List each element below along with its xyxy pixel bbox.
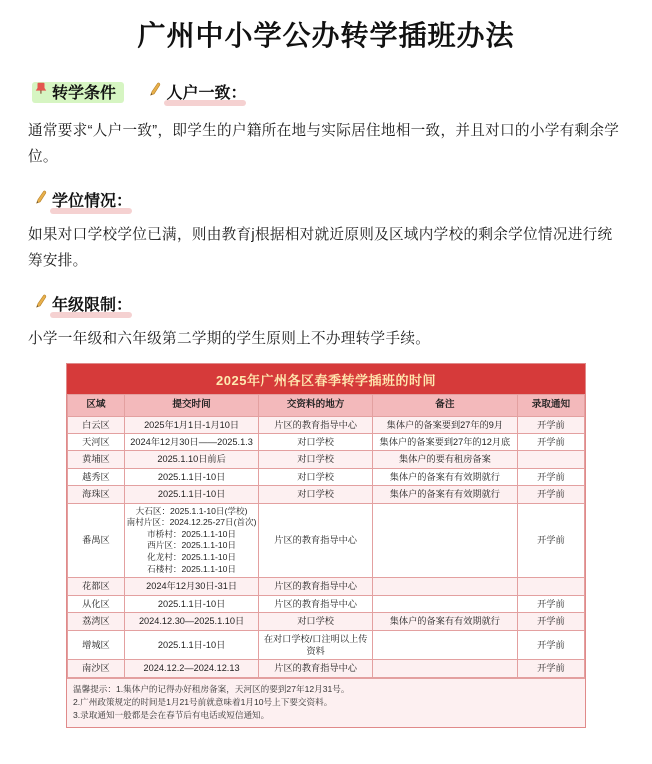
- cell-note: [373, 595, 518, 612]
- cell-area: 花都区: [68, 578, 125, 595]
- cell-area: 天河区: [68, 434, 125, 451]
- cell-area: 番禺区: [68, 503, 125, 578]
- cell-result: 开学前: [517, 468, 584, 485]
- table-row: [68, 630, 585, 660]
- cell-place: 对口学校: [259, 468, 373, 485]
- cell-area: 白云区: [68, 416, 125, 433]
- subheading-nianjixianzhi: [34, 292, 132, 315]
- table-row: [68, 434, 585, 451]
- cell-time: 2024.12.2—2024.12.13: [124, 660, 258, 677]
- table-row: [68, 578, 585, 595]
- schedule-table: [67, 394, 585, 678]
- cell-result: 开学前: [517, 503, 584, 578]
- cell-note: [373, 630, 518, 660]
- cell-note: 集体户的备案有有效期就行: [373, 613, 518, 630]
- cell-note: [373, 660, 518, 677]
- cell-time: 2025.1.1日-10日: [124, 595, 258, 612]
- cell-area: 从化区: [68, 595, 125, 612]
- cell-result: [517, 578, 584, 595]
- cell-area: 黄埔区: [68, 451, 125, 468]
- note-line: 3.录取通知一般都是会在春节后有电话或短信通知。: [73, 709, 270, 720]
- cell-result: 开学前: [517, 486, 584, 503]
- cell-area: 南沙区: [68, 660, 125, 677]
- column-header-note: 备注: [373, 394, 518, 416]
- cell-time: 2025.1.1日-10日: [124, 468, 258, 485]
- pin-icon: [34, 81, 48, 95]
- cell-time: 2025年1月1日-1月10日: [124, 416, 258, 433]
- cell-time: 2024.12.30—2025.1.10日: [124, 613, 258, 630]
- cell-note: 集体户的备案有有效期就行: [373, 468, 518, 485]
- cell-result: 开学前: [517, 595, 584, 612]
- document-page: [0, 14, 652, 764]
- paragraph-nianjixianzhi: 小学一年级和六年级第二学期的学生原则上不办理转学手续。: [28, 331, 431, 348]
- subheading-label: 学位情况：: [52, 193, 133, 211]
- cell-time: 2025.1.1日-10日: [124, 486, 258, 503]
- cell-time: 大石区：2025.1.1-10日(学校) 南村片区：2024.12.25-27日(首次) 市桥村：2025.1.1-10日 西片区：2025.1.1-10日 化龙村：2025.1.1-10日 石楼村：2025.1.1-10日: [124, 503, 258, 578]
- cell-result: 开学前: [517, 630, 584, 660]
- cell-area: 海珠区: [68, 486, 125, 503]
- table-row: [68, 613, 585, 630]
- page-title: 广州中小学公办转学插班办法: [137, 20, 515, 51]
- subheading-renhuyizhi: [148, 80, 246, 103]
- cell-area: 越秀区: [68, 468, 125, 485]
- paragraph-renhuyizhi: 通常要求“人户一致”，即学生的户籍所在地与实际居住地相一致，并且对口的小学有剩余学位。: [28, 123, 620, 165]
- table-row: [68, 660, 585, 677]
- subheading-label: 人户一致：: [166, 85, 247, 102]
- table-row: [68, 468, 585, 485]
- pen-icon: [34, 189, 48, 205]
- cell-place: 片区的教育指导中心: [259, 503, 373, 578]
- paragraph-xueweiqingkuang: 如果对口学校学位已满，则由教育j根据相对就近原则及区域内学校的剩余学位情况进行统筹安排。: [28, 227, 613, 269]
- subheading-label: 年级限制：: [52, 297, 133, 315]
- table-row: [68, 595, 585, 612]
- cell-place: 对口学校: [259, 613, 373, 630]
- cell-time: 2024年12月30日-31日: [124, 578, 258, 595]
- cell-place: 片区的教育指导中心: [259, 578, 373, 595]
- table-body: [68, 416, 585, 677]
- cell-place: 片区的教育指导中心: [259, 416, 373, 433]
- cell-result: [517, 451, 584, 468]
- schedule-table-container: [66, 363, 586, 729]
- cell-place: 对口学校: [259, 486, 373, 503]
- cell-area: 增城区: [68, 630, 125, 660]
- section-tag-label: 转学条件: [52, 85, 117, 102]
- cell-result: 开学前: [517, 434, 584, 451]
- cell-place: 对口学校: [259, 451, 373, 468]
- cell-note: 集体户的备案要到27年的12月底: [373, 434, 518, 451]
- pen-icon: [148, 81, 162, 97]
- table-row: [68, 416, 585, 433]
- cell-area: 荔湾区: [68, 613, 125, 630]
- cell-note: 集体户的备案有有效期就行: [373, 486, 518, 503]
- column-header-result: 录取通知: [517, 394, 584, 416]
- cell-time: 2025.1.10日前后: [124, 451, 258, 468]
- cell-note: [373, 503, 518, 578]
- pen-icon: [34, 293, 48, 309]
- table-caption: 2025年广州各区春季转学插班的时间: [67, 364, 585, 394]
- cell-note: 集体户的备案要到27年的9月: [373, 416, 518, 433]
- section-tag-transfer-conditions: [32, 78, 124, 105]
- cell-place: 在对口学校/口注明以上传资料: [259, 630, 373, 660]
- cell-place: 片区的教育指导中心: [259, 595, 373, 612]
- cell-result: 开学前: [517, 416, 584, 433]
- subheading-xueweiqingkuang: [34, 188, 132, 211]
- note-line: 2.广州政策规定的时间是1月21号前就意味着1月10号上下要交资料。: [73, 696, 333, 707]
- table-header-row: [68, 394, 585, 416]
- table-notes: [67, 678, 585, 728]
- cell-place: 对口学校: [259, 434, 373, 451]
- cell-time: 2024年12月30日——2025.1.3: [124, 434, 258, 451]
- column-header-area: 区域: [68, 394, 125, 416]
- column-header-time: 提交时间: [124, 394, 258, 416]
- table-row: [68, 503, 585, 578]
- table-row: [68, 451, 585, 468]
- cell-note: [373, 578, 518, 595]
- cell-place: 片区的教育指导中心: [259, 660, 373, 677]
- cell-result: 开学前: [517, 660, 584, 677]
- table-row: [68, 486, 585, 503]
- cell-note: 集体户的要有租房备案: [373, 451, 518, 468]
- cell-time: 2025.1.1日-10日: [124, 630, 258, 660]
- cell-result: 开学前: [517, 613, 584, 630]
- note-line: 温馨提示：1.集体户的记得办好租房备案，天河区的要到27年12月31号。: [73, 683, 350, 694]
- column-header-place: 交资料的地方: [259, 394, 373, 416]
